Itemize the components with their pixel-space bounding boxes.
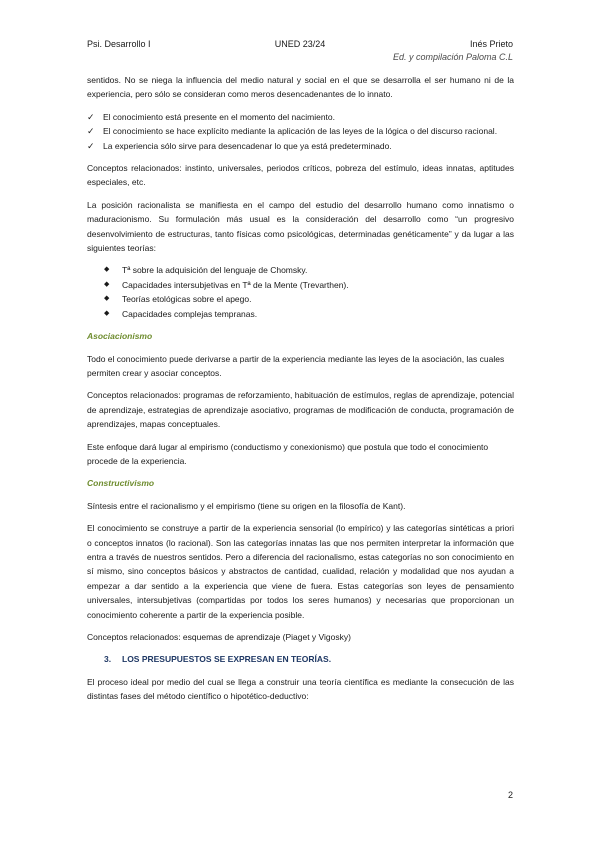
constructivismo-p2: El conocimiento se construye a partir de la experiencia sensorial (lo empírico) y las categorías sintéticas a priori o conceptos innatos (lo racional). Son las categorías innatas las que nos permiten interpretar la información que entra a través de nuestros sentidos. Pero a diferencia del racionalismo, estas categorías no son conocimiento en sí mismo, sino conceptos básicos y abstractos de cantidad, cualidad, relación y modalidad que nos ayudan a empezar a dar sentido a la experiencia que viene de fuera. Estas categorías son leyes de pensamiento universales, intersubjetivas (compartidas por todos los seres humanos) y necesarias que proporcionan un conocimiento coherente a partir de la experiencia posible. <box>87 523 514 620</box>
teoria-item: ◆ Capacidades complejas tempranas. <box>87 307 514 321</box>
checkmark-list <box>87 110 514 153</box>
final-paragraph: El proceso ideal por medio del cual se llega a construir una teoría científica es mediante la consecución de las distintas fases del método científico o hipotético-deductivo: <box>87 676 514 702</box>
section-3-heading <box>104 652 514 666</box>
racionalismo-conceptos: Conceptos relacionados: instinto, universales, periodos críticos, pobreza del estímulo, ideas innatas, aptitudes especiales, etc. <box>87 163 514 188</box>
teorias-list <box>87 263 514 321</box>
header-course: Psi. Desarrollo I <box>87 39 151 49</box>
check-item: ✓ El conocimiento se hace explícito mediante la aplicación de las leyes de la lógica o del discurso racional. <box>87 124 514 138</box>
intro-paragraph: sentidos. No se niega la influencia del medio natural y social en el que se desarrolla el ser humano ni de la experiencia, pero sólo se consideran como meros desencadenantes de lo innato. <box>87 75 514 100</box>
racionalismo-posicion: La posición racionalista se manifiesta en el campo del estudio del desarrollo humano como innatismo o maduracionismo. Su formulación más usual es la consideración del desarrollo como “un progresivo desenvolvimiento de estructuras, tanto físicas como psicológicas, determinadas genéticamente” y da lugar a las siguientes teorías: <box>87 199 514 254</box>
constructivismo-p3: Conceptos relacionados: esquemas de aprendizaje (Piaget y Vigosky) <box>87 632 351 642</box>
section-3-title: LOS PRESUPUESTOS SE EXPRESAN EN TEORÍAS. <box>122 654 332 665</box>
section-3-number: 3. <box>104 654 112 665</box>
header-author: Inés Prieto <box>469 39 513 49</box>
teoria-item: ◆ Teorías etológicas sobre el apego. <box>87 292 514 306</box>
constructivismo-p1: Síntesis entre el racionalismo y el empirismo (tiene su origen en la filosofía de Kant). <box>87 500 406 511</box>
page-body <box>87 73 514 712</box>
check-item: ✓ La experiencia sólo sirve para desencadenar lo que ya está predeterminado. <box>87 139 514 153</box>
asociacionismo-p1: Todo el conocimiento puede derivarse a partir de la experiencia mediante las leyes de la asociación, las cuales permiten crear y asociar conceptos. <box>87 353 505 378</box>
asociacionismo-p2: Conceptos relacionados: programas de reforzamiento, habituación de estímulos, reglas de aprendizaje, potencial de aprendizaje, estrategias de aprendizaje asociativo, programas de modificación de conducta, programación de aprendizajes, mapas conceptuales. <box>87 390 514 430</box>
teoria-item: ◆ Capacidades intersubjetivas en Tª de la Mente (Trevarthen). <box>87 278 514 292</box>
constructivismo-heading: Constructivismo <box>87 478 155 489</box>
header-editor: Ed. y compilación Paloma C.L <box>392 52 513 62</box>
page-header <box>87 35 513 65</box>
check-item: ✓ El conocimiento está presente en el momento del nacimiento. <box>87 110 514 124</box>
asociacionismo-p3: Este enfoque dará lugar al empirismo (conductismo y conexionismo) que postula que todo el conocimiento procede de la experiencia. <box>87 441 489 466</box>
asociacionismo-heading: Asociacionismo <box>87 331 153 342</box>
page-number: 2 <box>507 790 513 800</box>
teoria-item: ◆ Tª sobre la adquisición del lenguaje de Chomsky. <box>87 263 514 277</box>
header-term: UNED 23/24 <box>274 39 326 49</box>
